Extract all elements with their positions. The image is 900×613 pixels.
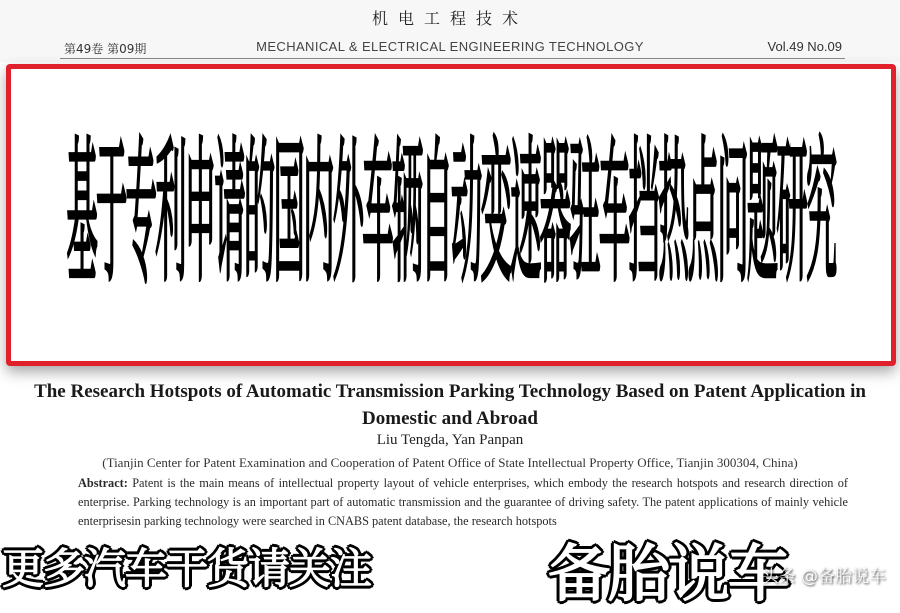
- abstract: [78, 474, 848, 531]
- volume-issue-cn: 第49卷 第09期: [64, 42, 147, 56]
- journal-header: [0, 0, 900, 62]
- journal-name-en: MECHANICAL & ELECTRICAL ENGINEERING TECHNOLOGY: [256, 39, 644, 54]
- chinese-title-box: [6, 64, 896, 366]
- promo-banner: [0, 530, 900, 610]
- abstract-text: Patent is the main means of intellectual property layout of vehicle enterprises, which embody the research hotspots and research direction of enterprise. Parking technology is an important part of automatic transmission and the guarantee of driving safety. The patent applications of mainly vehicle enterprisesin parking technology were searched in CNABS patent database, the research hotspots: [78, 476, 848, 528]
- watermark: 头条 @备胎说车: [761, 567, 886, 587]
- affiliation: (Tianjin Center for Patent Examination and Cooperation of Patent Office of State Intellectual Property Office, Tianjin 300304, China): [102, 455, 798, 470]
- brand-name: 备胎说车: [548, 537, 789, 610]
- english-title: The Research Hotspots of Automatic Transmission Parking Technology Based on Patent Application in Domestic and Abroad: [34, 381, 866, 429]
- authors: Liu Tengda, Yan Panpan: [376, 432, 524, 448]
- header-divider: [60, 58, 845, 59]
- chinese-title: 基于专利申请的国内外车辆自动变速器驻车挡热点问题研究: [66, 122, 836, 305]
- volume-issue-en: Vol.49 No.09: [767, 39, 842, 54]
- promo-text: 更多汽车干货请关注: [2, 544, 372, 593]
- abstract-label: Abstract:: [78, 476, 128, 490]
- journal-name-cn: 机电工程技术: [371, 9, 528, 28]
